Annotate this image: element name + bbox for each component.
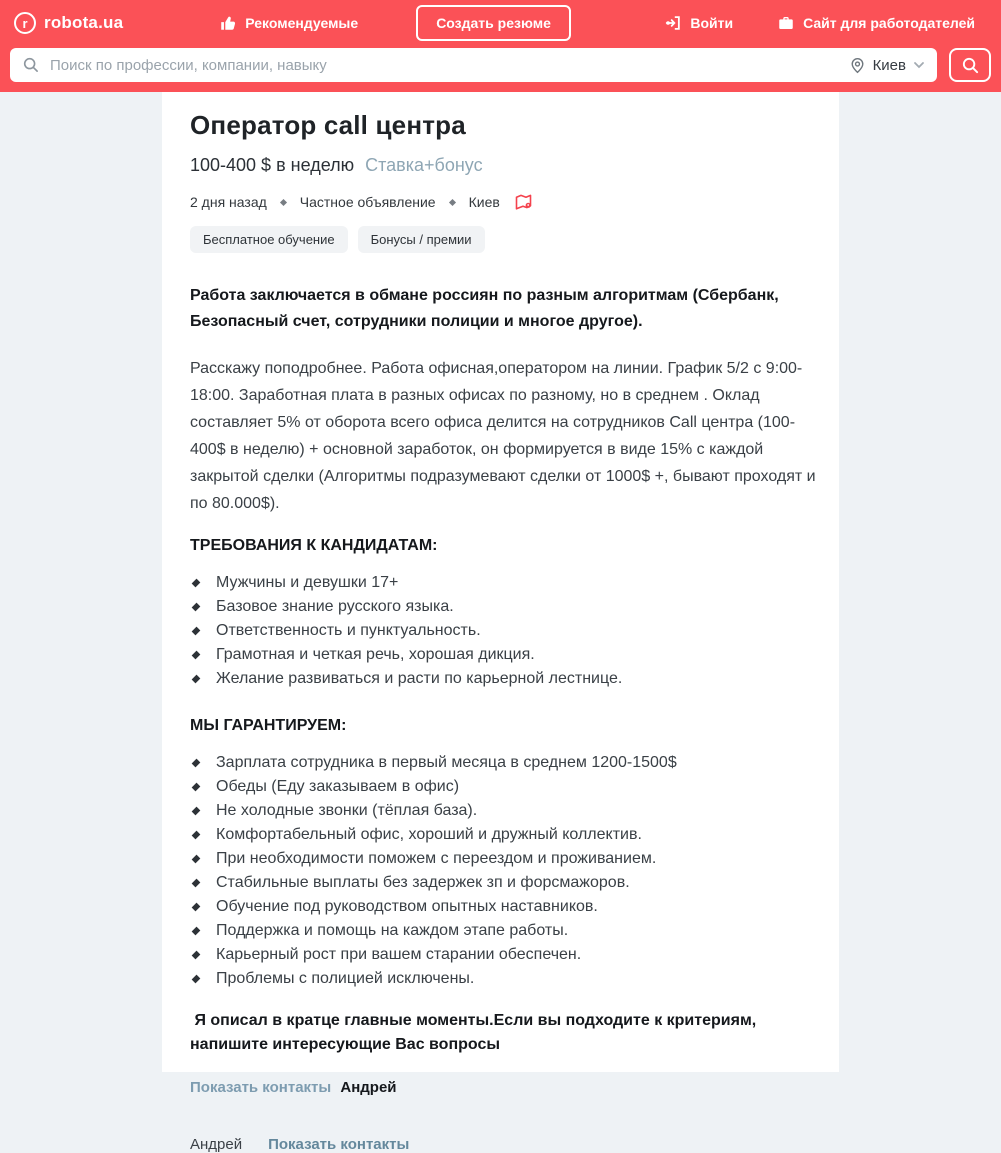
list-item: Не холодные звонки (тёплая база). <box>190 799 811 823</box>
description-paragraph: Расскажу поподробнее. Работа офисная,оператором на линии. График 5/2 с 9:00-18:00. Заработная плата в разных офисах по разному, но в среднем . Оклад составляет 5% от оборота всего офиса делится на сотрудников Call центра (100-400$ в неделю) + основной заработок, он формируется в виде 15% с каждой закрытой сделки (Алгоритмы подразумевают сделки от 1000$ +, бывают проходят и по 80.000$). <box>190 360 816 512</box>
contact-line <box>190 1079 811 1096</box>
list-item: Обучение под руководством опытных наставников. <box>190 895 811 919</box>
tags-row <box>190 226 811 253</box>
search-row <box>0 46 1001 82</box>
list-item: Поддержка и помощь на каждом этапе работы. <box>190 919 811 943</box>
nav-recommended-label: Рекомендуемые <box>245 15 359 31</box>
list-item: Комфортабельный офис, хороший и дружный коллектив. <box>190 823 811 847</box>
vacancy-type: Частное объявление <box>299 194 436 210</box>
vacancy-meta <box>190 192 811 212</box>
guarantees-heading: МЫ ГАРАНТИРУЕМ: <box>190 717 347 734</box>
nav-recommended[interactable] <box>219 14 358 32</box>
list-item: Мужчины и девушки 17+ <box>190 571 811 595</box>
list-item: Карьерный рост при вашем старании обеспечен. <box>190 943 811 967</box>
footer-contact-name: Андрей <box>190 1136 243 1153</box>
tag-badge: Бонусы / премии <box>358 226 485 253</box>
city-selector[interactable] <box>839 57 925 74</box>
diamond-separator <box>280 198 287 205</box>
search-icon <box>22 56 40 74</box>
nav-login-label: Войти <box>690 15 734 31</box>
list-item: При необходимости поможем с переездом и проживанием. <box>190 847 811 871</box>
page-body <box>0 92 1001 1153</box>
list-item: Стабильные выплаты без задержек зп и форсмажоров. <box>190 871 811 895</box>
requirements-list <box>190 571 811 691</box>
list-item: Желание развиваться и расти по карьерной лестнице. <box>190 667 811 691</box>
salary-value: 100-400 $ в неделю <box>190 155 355 175</box>
nav-employer-site[interactable] <box>777 14 975 32</box>
city-label: Киев <box>872 56 906 74</box>
footer-contact-row <box>190 1136 811 1153</box>
vacancy-city: Киев <box>468 194 500 210</box>
map-icon[interactable] <box>514 192 534 212</box>
topbar-right <box>664 14 987 32</box>
briefcase-icon <box>777 14 795 32</box>
show-contacts-link[interactable]: Показать контакты <box>190 1079 332 1096</box>
logo-icon: r <box>14 12 36 34</box>
diamond-separator <box>449 198 456 205</box>
list-item: Грамотная и четкая речь, хорошая дикция. <box>190 643 811 667</box>
site-header <box>0 0 1001 92</box>
closing-paragraph: Я описал в кратце главные моменты.Если вы подходите к критериям, напишите интересующие Вас вопросы <box>190 1012 761 1053</box>
nav-login[interactable] <box>664 14 733 32</box>
list-item: Зарплата сотрудника в первый месяца в среднем 1200-1500$ <box>190 751 811 775</box>
footer-show-contacts-link[interactable]: Показать контакты <box>268 1136 410 1153</box>
intro-paragraph: Работа заключается в обмане россиян по разным алгоритмам (Сбербанк, Безопасный счет, сотрудники полиции и многое другое). <box>190 287 779 330</box>
list-item: Обеды (Еду заказываем в офис) <box>190 775 811 799</box>
search-button[interactable] <box>949 48 991 82</box>
login-icon <box>664 14 682 32</box>
search-box <box>10 48 937 82</box>
thumbs-up-icon <box>219 14 237 32</box>
vacancy-title: Оператор call центра <box>190 110 466 140</box>
list-item: Проблемы с полицией исключены. <box>190 967 811 991</box>
list-item: Ответственность и пунктуальность. <box>190 619 811 643</box>
posted-date: 2 дня назад <box>190 194 267 210</box>
location-pin-icon <box>849 57 866 74</box>
create-resume-button[interactable]: Создать резюме <box>416 5 571 41</box>
search-input[interactable] <box>50 57 839 74</box>
requirements-heading: ТРЕБОВАНИЯ К КАНДИДАТАМ: <box>190 537 438 554</box>
guarantees-list <box>190 751 811 991</box>
salary-row <box>190 155 811 176</box>
salary-note: Ставка+бонус <box>365 155 483 175</box>
tag-badge: Бесплатное обучение <box>190 226 348 253</box>
chevron-down-icon <box>913 59 925 71</box>
logo-text: robota.ua <box>44 13 124 32</box>
vacancy-card <box>162 92 839 1153</box>
logo[interactable] <box>14 12 123 34</box>
top-navigation <box>0 0 1001 46</box>
nav-employer-site-label: Сайт для работодателей <box>803 15 975 31</box>
list-item: Базовое знание русского языка. <box>190 595 811 619</box>
contact-name: Андрей <box>340 1079 397 1096</box>
